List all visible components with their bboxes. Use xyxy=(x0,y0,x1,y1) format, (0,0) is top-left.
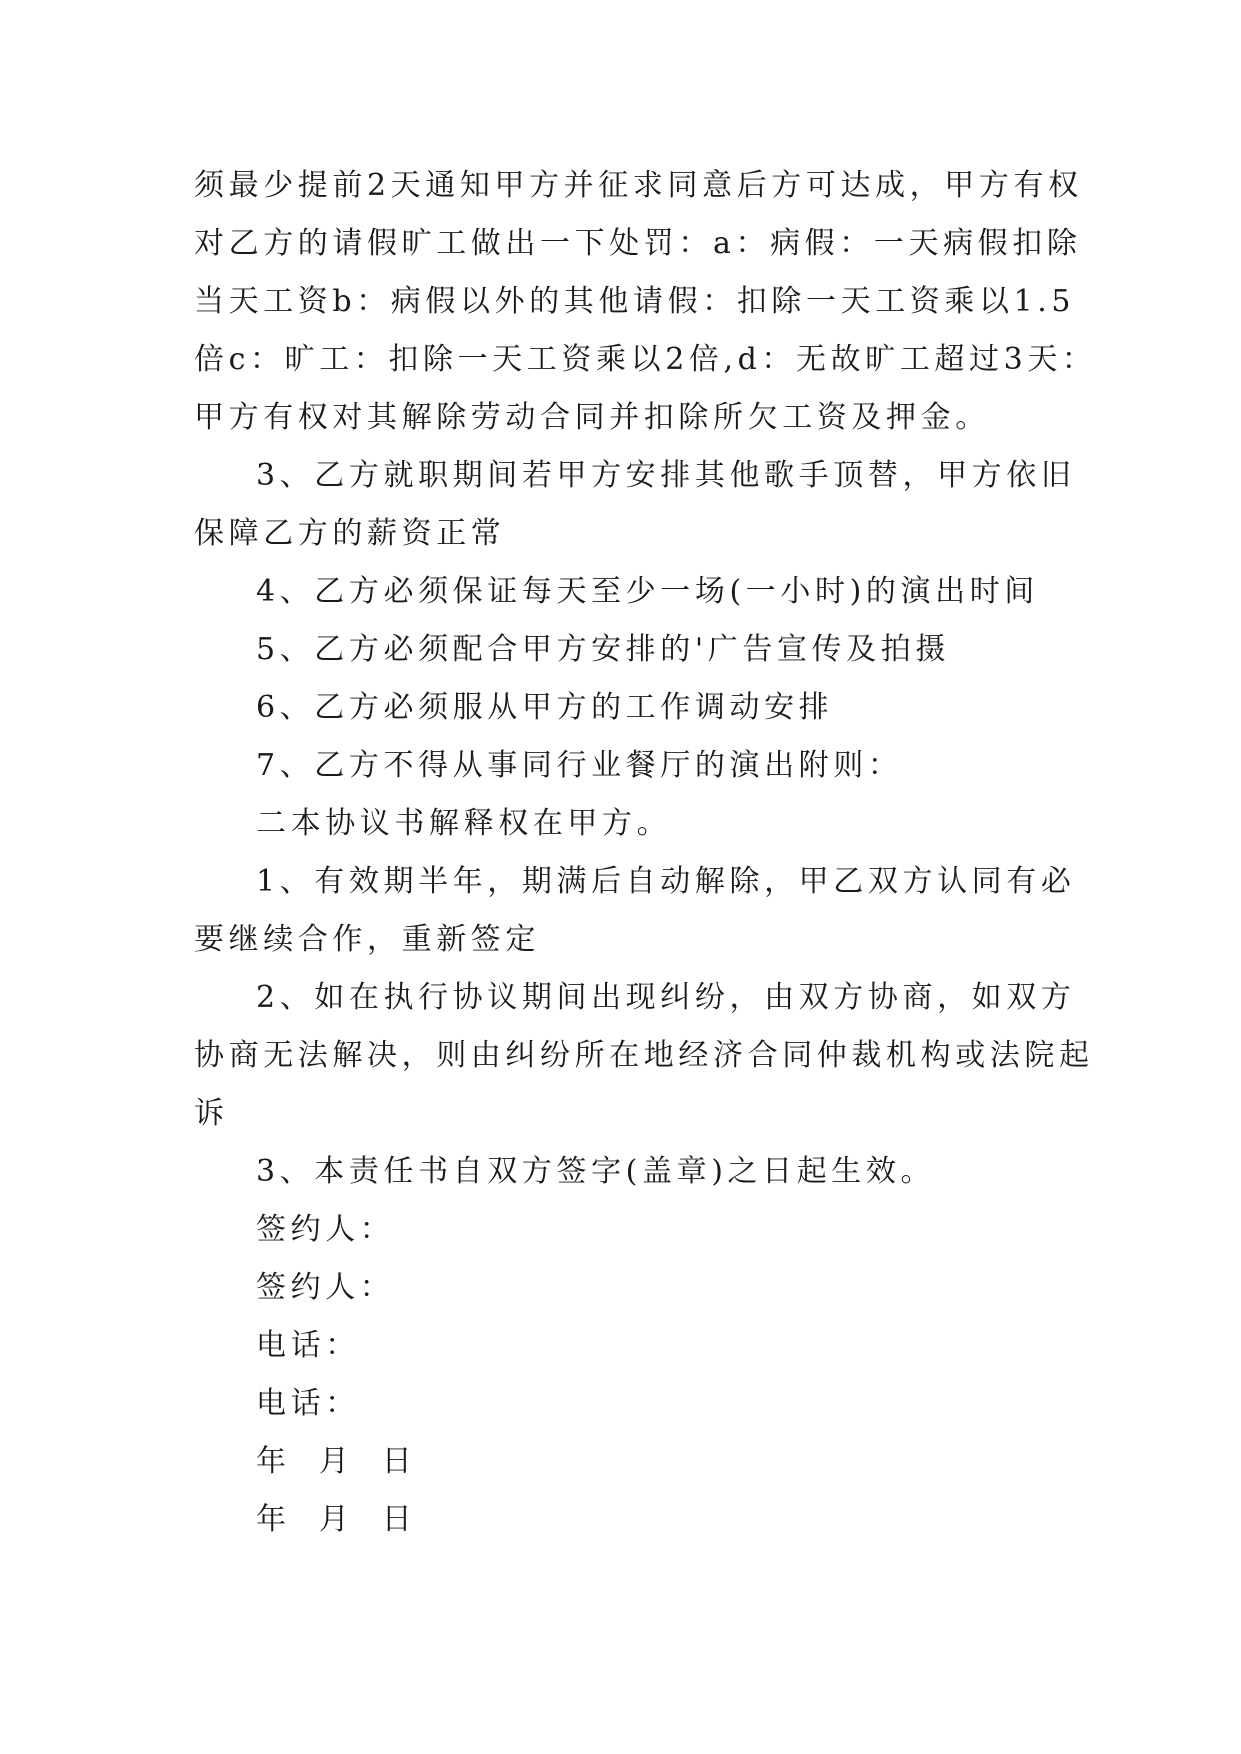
item-4-paragraph: 4、乙方必须保证每天至少一场(一小时)的演出时间 xyxy=(256,574,1039,609)
text-line: 甲方有权对其解除劳动合同并扣除所欠工资及押金。 xyxy=(194,400,990,435)
date-2-label: 年 月 日 xyxy=(256,1502,417,1537)
clause-2-paragraph xyxy=(194,969,1094,1143)
phone-1-label: 电话： xyxy=(256,1328,360,1363)
document-body xyxy=(194,157,1097,1549)
item-3-paragraph xyxy=(194,447,1074,563)
clause-1-paragraph xyxy=(194,853,1074,969)
text-line: 要继续合作，重新签定 xyxy=(194,922,540,957)
section-2-heading: 二本协议书解释权在甲方。 xyxy=(256,806,672,841)
text-line: 诉 xyxy=(194,1096,229,1131)
text-line: 3、乙方就职期间若甲方安排其他歌手顶替，甲方依旧 xyxy=(256,458,1076,493)
text-line: 对乙方的请假旷工做出一下处罚：a：病假：一天病假扣除 xyxy=(194,226,1082,261)
text-line: 保障乙方的薪资正常 xyxy=(194,516,506,551)
text-line: 协商无法解决，则由纠纷所在地经济合同仲裁机构或法院起 xyxy=(194,1038,1094,1073)
text-line: 1、有效期半年，期满后自动解除，甲乙双方认同有必 xyxy=(256,864,1076,899)
item-5-paragraph: 5、乙方必须配合甲方安排的'广告宣传及拍摄 xyxy=(256,632,950,667)
item-7-paragraph: 7、乙方不得从事同行业餐厅的演出附则： xyxy=(256,748,903,783)
text-line: 2、如在执行协议期间出现纠纷，由双方协商，如双方 xyxy=(256,980,1076,1015)
item-6-paragraph: 6、乙方必须服从甲方的工作调动安排 xyxy=(256,690,834,725)
text-line: 须最少提前2天通知甲方并征求同意后方可达成，甲方有权 xyxy=(194,168,1083,203)
clause-3-paragraph: 3、本责任书自双方签字(盖章)之日起生效。 xyxy=(256,1154,936,1189)
text-line: 当天工资b：病假以外的其他请假：扣除一天工资乘以1.5 xyxy=(194,284,1076,319)
signer-2-label: 签约人： xyxy=(256,1270,395,1305)
phone-2-label: 电话： xyxy=(256,1386,360,1421)
paragraph-penalties xyxy=(194,157,1097,447)
date-1-label: 年 月 日 xyxy=(256,1444,417,1479)
text-line: 倍c：旷工：扣除一天工资乘以2倍,d：无故旷工超过3天： xyxy=(194,342,1097,377)
signer-1-label: 签约人： xyxy=(256,1212,395,1247)
